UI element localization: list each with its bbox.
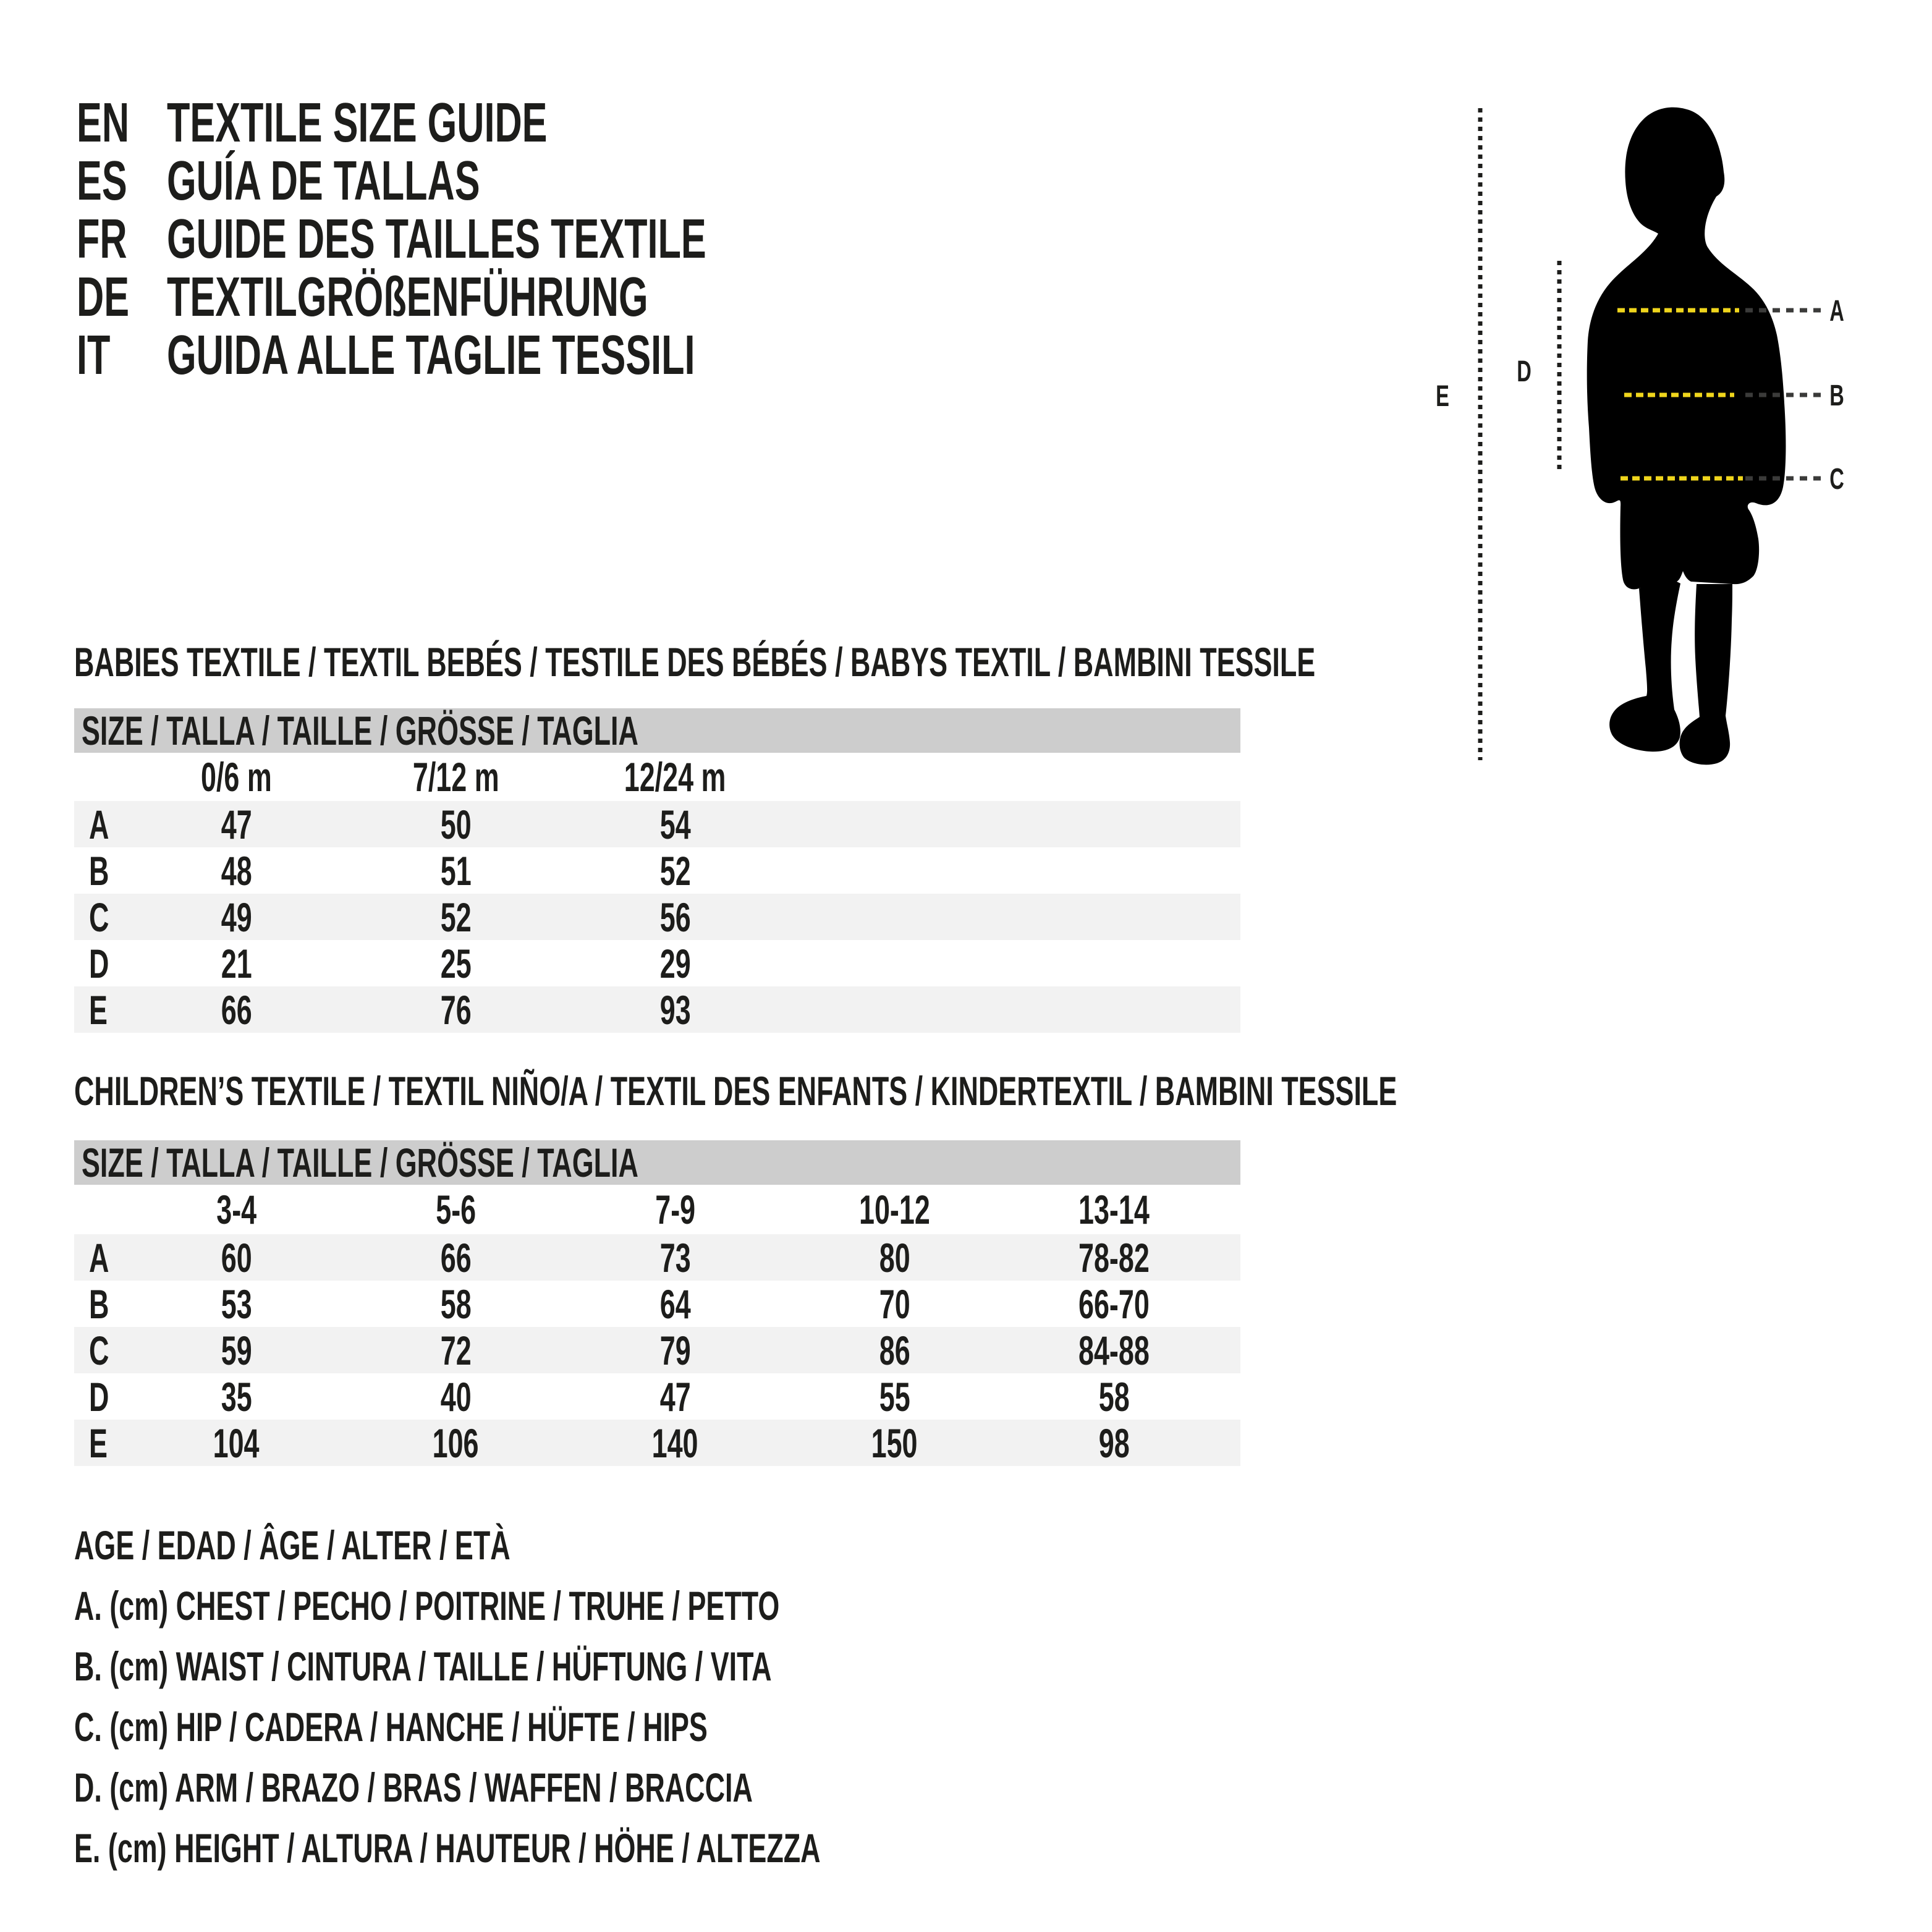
cell-value-text: 86 — [879, 1328, 910, 1373]
language-code — [77, 150, 167, 213]
column-header — [127, 1186, 346, 1233]
row-label-text: E — [89, 987, 108, 1033]
cell-value — [566, 801, 785, 848]
legend-line-text: E. (cm) HEIGHT / ALTURA / HAUTEUR / HÖHE / ALTEZZA — [74, 1825, 821, 1871]
language-title-list — [77, 91, 960, 386]
cell-value-text: 80 — [879, 1235, 910, 1281]
column-header-text: 3-4 — [216, 1187, 256, 1232]
cell-value — [346, 1327, 566, 1374]
language-title — [167, 208, 960, 271]
row-label — [74, 1234, 127, 1281]
cell-value — [346, 801, 566, 848]
cell-value — [1004, 1234, 1224, 1281]
cell-value — [566, 1420, 785, 1467]
figure-label-a: A — [1829, 294, 1844, 328]
cell-value-text: 93 — [659, 987, 691, 1033]
language-code-text: EN — [77, 91, 130, 154]
babies-size-header-bar — [74, 708, 1240, 753]
measurement-legend — [74, 1515, 1172, 1878]
language-row — [77, 326, 960, 384]
row-label-text: C — [89, 894, 109, 940]
cell-value — [566, 1281, 785, 1328]
cell-value — [1004, 1327, 1224, 1374]
cell-value-text: 29 — [659, 941, 691, 986]
row-label-text: A — [89, 1235, 109, 1281]
table-row — [74, 1420, 1240, 1466]
measurement-figure — [1421, 93, 1932, 834]
language-title — [167, 150, 627, 213]
language-row — [77, 268, 960, 326]
cell-value — [346, 1281, 566, 1328]
cell-value — [127, 1373, 346, 1420]
language-title-text: GUIDA ALLE TAGLIE TESSILI — [167, 324, 695, 386]
cell-value-text: 64 — [659, 1281, 691, 1327]
column-header — [346, 1186, 566, 1233]
cell-value — [127, 940, 346, 987]
column-header — [127, 753, 346, 800]
table-row — [74, 1281, 1240, 1327]
language-code — [77, 324, 167, 388]
language-row — [77, 91, 960, 154]
legend-line — [74, 1697, 1172, 1757]
cell-value-text: 70 — [879, 1281, 910, 1327]
language-row — [77, 152, 960, 210]
row-label-text: D — [89, 1374, 109, 1420]
column-header — [566, 1186, 785, 1233]
cell-value-text: 73 — [659, 1235, 691, 1281]
column-header-text: 12/24 m — [624, 754, 726, 800]
cell-value — [346, 1420, 566, 1467]
cell-value — [346, 986, 566, 1033]
cell-value-text: 25 — [440, 941, 472, 986]
cell-value-text: 98 — [1098, 1420, 1130, 1466]
cell-value — [566, 986, 785, 1033]
cell-value-text: 150 — [871, 1420, 918, 1466]
language-code-text: FR — [77, 208, 127, 270]
language-code-text: DE — [77, 266, 130, 328]
cell-value — [785, 1281, 1004, 1328]
cell-value — [566, 1373, 785, 1420]
language-title-text: TEXTILGRÖßENFÜHRUNG — [167, 266, 648, 328]
cell-value — [785, 1373, 1004, 1420]
cell-value-text: 54 — [659, 802, 691, 847]
children-column-header-row — [74, 1185, 1240, 1234]
row-label — [74, 847, 127, 894]
legend-line — [74, 1575, 1172, 1636]
language-title — [167, 324, 944, 388]
language-title-text: GUIDE DES TAILLES TEXTILE — [167, 208, 706, 270]
cell-value-text: 59 — [221, 1328, 252, 1373]
cell-value — [785, 1327, 1004, 1374]
column-header — [1004, 1186, 1224, 1233]
cell-value — [127, 801, 346, 848]
legend-line — [74, 1818, 1172, 1878]
row-label — [74, 1327, 127, 1374]
language-title-text: TEXTILE SIZE GUIDE — [167, 91, 548, 154]
cell-value — [127, 847, 346, 894]
row-label — [74, 940, 127, 987]
language-code — [77, 208, 167, 271]
cell-value — [127, 986, 346, 1033]
cell-value-text: 49 — [221, 894, 252, 940]
column-header — [785, 1186, 1004, 1233]
cell-value — [127, 1420, 346, 1467]
cell-value-text: 51 — [440, 848, 472, 894]
language-code-text: ES — [77, 150, 127, 212]
cell-value — [346, 1234, 566, 1281]
cell-value-text: 140 — [652, 1420, 698, 1466]
cell-value — [346, 894, 566, 941]
cell-value-text: 47 — [221, 802, 252, 847]
figure-label-c: C — [1829, 462, 1844, 496]
column-header-text: 7-9 — [655, 1187, 695, 1232]
cell-value — [127, 1234, 346, 1281]
cell-value — [566, 847, 785, 894]
cell-value-text: 79 — [659, 1328, 691, 1373]
column-header-text: 13-14 — [1078, 1187, 1150, 1232]
legend-line — [74, 1636, 1172, 1697]
table-row — [74, 940, 1240, 986]
children-size-header-bar — [74, 1140, 1240, 1185]
cell-value-text: 60 — [221, 1235, 252, 1281]
legend-line-text: A. (cm) CHEST / PECHO / POITRINE / TRUHE / PETTO — [74, 1583, 780, 1629]
table-row — [74, 986, 1240, 1033]
language-code — [77, 91, 167, 155]
cell-value-text: 58 — [440, 1281, 472, 1327]
figure-label-e: E — [1436, 379, 1449, 413]
row-label-text: D — [89, 941, 109, 986]
row-label-text: C — [89, 1328, 109, 1373]
column-header-text: 5-6 — [436, 1187, 476, 1232]
cell-value — [785, 1234, 1004, 1281]
row-label — [74, 1420, 127, 1467]
cell-value — [566, 940, 785, 987]
legend-line — [74, 1515, 1172, 1575]
cell-value — [1004, 1373, 1224, 1420]
cell-value-text: 104 — [213, 1420, 260, 1466]
language-title — [167, 91, 726, 155]
figure-label-d: D — [1517, 354, 1532, 388]
legend-line-text: AGE / EDAD / ÂGE / ALTER / ETÀ — [74, 1522, 511, 1568]
row-label-text: B — [89, 848, 109, 894]
babies-section-title — [74, 639, 1899, 685]
cell-value-text: 52 — [659, 848, 691, 894]
cell-value-text: 84-88 — [1078, 1328, 1150, 1373]
babies-table-body — [74, 801, 1240, 1033]
cell-value-text: 66 — [221, 987, 252, 1033]
column-header — [346, 753, 566, 800]
cell-value — [127, 1281, 346, 1328]
column-header-text: 0/6 m — [201, 754, 272, 800]
table-row — [74, 1234, 1240, 1281]
row-label-text: E — [89, 1420, 108, 1466]
table-row — [74, 801, 1240, 847]
cell-value — [566, 1234, 785, 1281]
size-header-text: SIZE / TALLA / TAILLE / GRÖSSE / TAGLIA — [82, 1140, 638, 1185]
row-label — [74, 1281, 127, 1328]
table-row — [74, 1327, 1240, 1373]
cell-value-text: 66-70 — [1078, 1281, 1150, 1327]
children-size-table — [74, 1140, 1240, 1466]
cell-value-text: 66 — [440, 1235, 472, 1281]
row-label — [74, 986, 127, 1033]
cell-value-text: 52 — [440, 894, 472, 940]
row-label — [74, 894, 127, 941]
table-row — [74, 1373, 1240, 1420]
cell-value — [566, 894, 785, 941]
row-label — [74, 801, 127, 848]
legend-line-text: B. (cm) WAIST / CINTURA / TAILLE / HÜFTUNG / VITA — [74, 1643, 772, 1689]
babies-column-header-row — [74, 753, 1240, 801]
cell-value-text: 106 — [433, 1420, 479, 1466]
cell-value — [346, 940, 566, 987]
cell-value-text: 48 — [221, 848, 252, 894]
children-section-title-text: CHILDREN’S TEXTILE / TEXTIL NIÑO/A / TEXTIL DES ENFANTS / KINDERTEXTIL / BAMBINI TESSILE — [74, 1068, 1397, 1114]
babies-section-title-text: BABIES TEXTILE / TEXTIL BEBÉS / TESTILE DES BÉBÉS / BABYS TEXTIL / BAMBINI TESSILE — [74, 639, 1316, 685]
cell-value-text: 40 — [440, 1374, 472, 1420]
column-header-text: 7/12 m — [412, 754, 499, 800]
cell-value-text: 76 — [440, 987, 472, 1033]
figure-label-b: B — [1829, 378, 1844, 412]
language-code — [77, 266, 167, 329]
row-label-text: B — [89, 1281, 109, 1327]
cell-value-text: 53 — [221, 1281, 252, 1327]
legend-line-text: D. (cm) ARM / BRAZO / BRAS / WAFFEN / BRACCIA — [74, 1765, 753, 1810]
language-code-text: IT — [77, 324, 111, 386]
column-header — [566, 753, 785, 800]
cell-value — [346, 1373, 566, 1420]
cell-value — [1004, 1420, 1224, 1467]
cell-value-text: 35 — [221, 1374, 252, 1420]
language-title — [167, 266, 875, 329]
cell-value-text: 55 — [879, 1374, 910, 1420]
cell-value-text: 72 — [440, 1328, 472, 1373]
cell-value-text: 58 — [1098, 1374, 1130, 1420]
children-table-body — [74, 1234, 1240, 1466]
cell-value-text: 47 — [659, 1374, 691, 1420]
language-title-text: GUÍA DE TALLAS — [167, 150, 480, 212]
cell-value-text: 78-82 — [1078, 1235, 1150, 1281]
cell-value-text: 56 — [659, 894, 691, 940]
cell-value — [346, 847, 566, 894]
cell-value — [127, 894, 346, 941]
row-label-text: A — [89, 802, 109, 847]
cell-value — [127, 1327, 346, 1374]
cell-value — [566, 1327, 785, 1374]
language-row — [77, 210, 960, 268]
size-header-text: SIZE / TALLA / TAILLE / GRÖSSE / TAGLIA — [82, 708, 638, 753]
cell-value-text: 50 — [440, 802, 472, 847]
column-header-text: 10-12 — [859, 1187, 930, 1232]
legend-line-text: C. (cm) HIP / CADERA / HANCHE / HÜFTE / HIPS — [74, 1704, 708, 1750]
legend-line — [74, 1757, 1172, 1818]
cell-value — [1004, 1281, 1224, 1328]
cell-value — [785, 1420, 1004, 1467]
row-label — [74, 1373, 127, 1420]
children-section-title — [74, 1068, 1932, 1114]
table-row — [74, 894, 1240, 940]
cell-value-text: 21 — [221, 941, 252, 986]
table-row — [74, 847, 1240, 894]
babies-size-table — [74, 708, 1240, 1033]
